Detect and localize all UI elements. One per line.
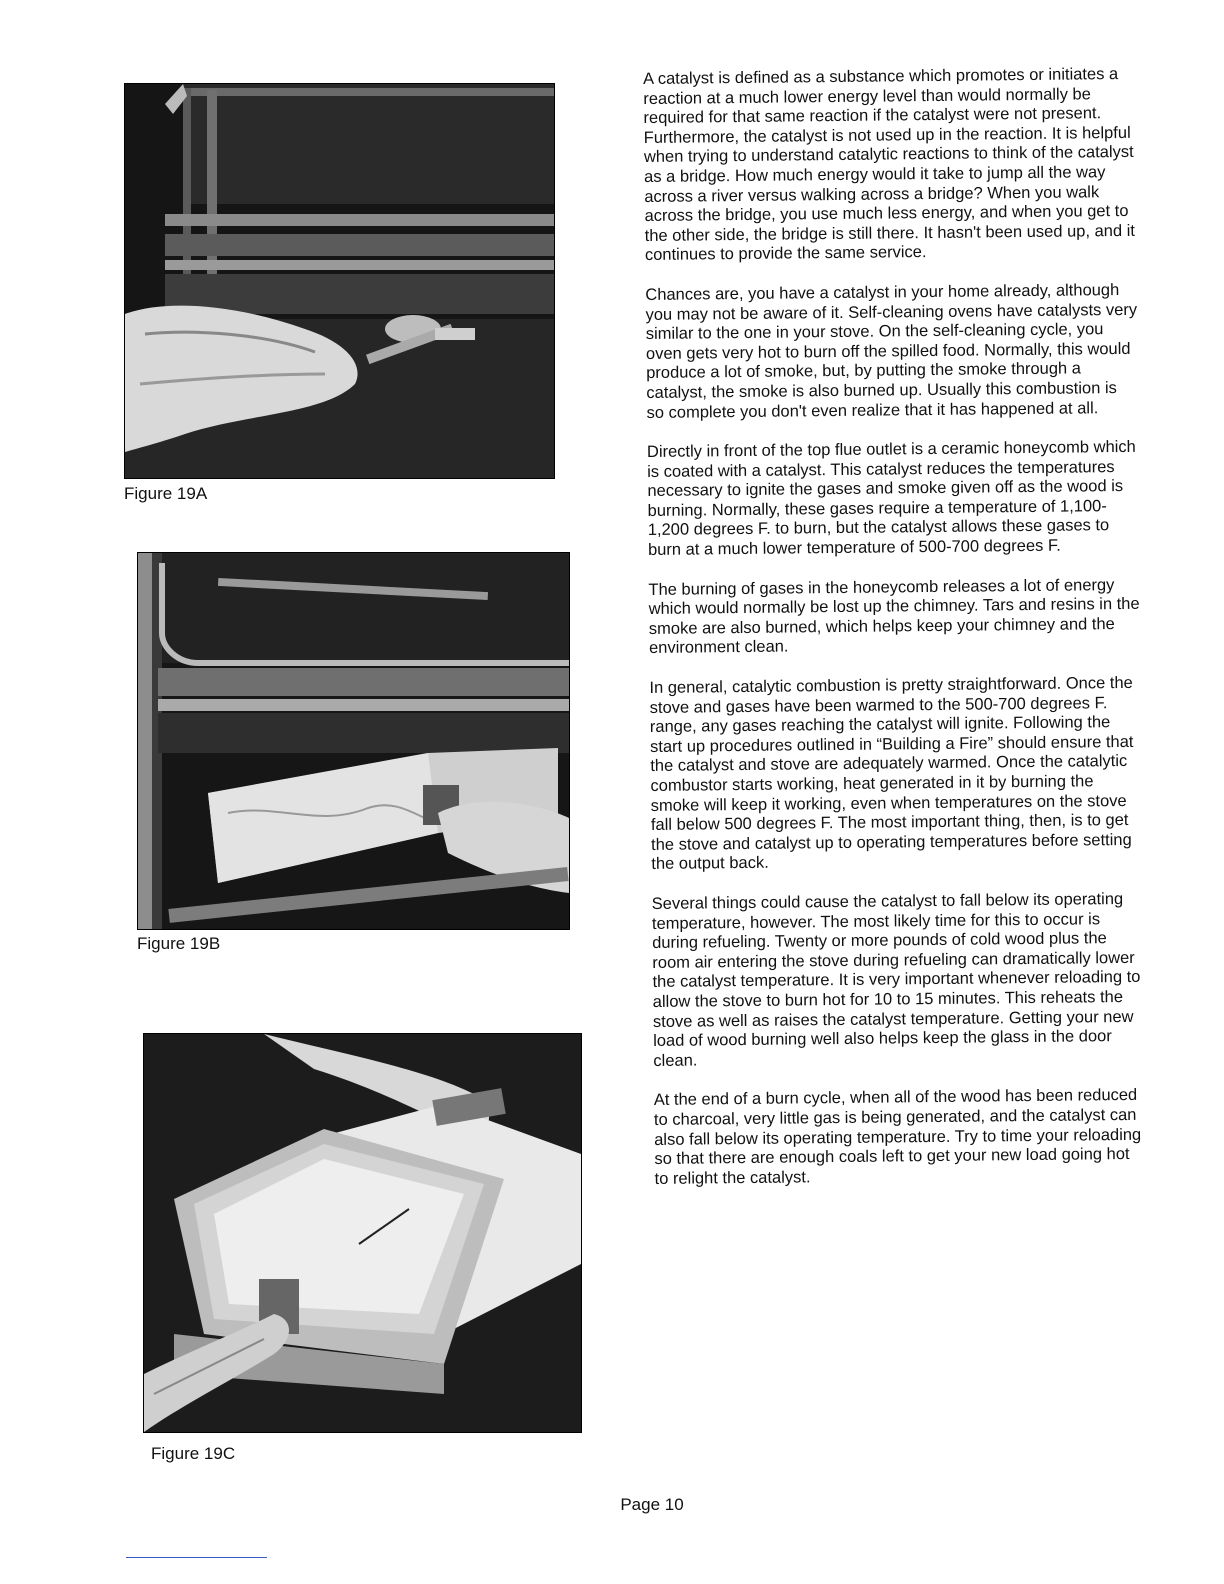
paragraph-end-of-burn-cycle: At the end of a burn cycle, when all of the wood has been reduced to charcoal, very little gas is being generated, and the catalyst can also fall below its operating temperature. Try to time your reloading so that there are enough coals left to get your new load going hot to relight the catalyst. [653,1086,1142,1188]
paragraph-self-cleaning-ovens: Chances are, you have a catalyst in your home already, although you may not be aware of it. Self-cleaning ovens have catalysts very similar to the one in your stove. On the self-cleaning cycle, you oven gets very hot to burn off the spilled food. Normally, this would produce a lot of smoke, but, by putting the smoke through a catalyst, the smoke is also burned up. Usually this combustion is so complete you don't even realize that it has happened at all. [645,280,1138,422]
figure-19c-caption: Figure 19C [151,1444,236,1463]
body-text-column [643,65,1147,1209]
figure-19c-photo [143,1033,582,1433]
figure-19b-photo [137,552,570,930]
paragraph-catalyst-definition: A catalyst is defined as a substance which promotes or initiates a reaction at a much lower energy level than would normally be required for that same reaction if the catalyst were not present. Furthermore, the catalyst is not used up in the reaction. It is helpful when trying to understand catalytic reactions to think of the catalyst as a bridge. How much energy would it take to jump all the way across a river versus walking across a bridge? When you walk across the bridge, you use much less energy, and when you get to the other side, the bridge is still there. It hasn't been used up, and it continues to provide the same service. [643,65,1136,265]
footer-rule [126,1557,267,1558]
paragraph-burning-gases: The burning of gases in the honeycomb releases a lot of energy which would normally be lost up the chimney. Tars and resins in the smoke are also burned, which helps keep your chimney and the environment clean. [648,575,1140,658]
figure-19a-photo [124,83,555,479]
paragraph-ceramic-honeycomb: Directly in front of the top flue outlet is a ceramic honeycomb which is coated with a catalyst. This catalyst reduces the temperatures necessary to ignite the gases and smoke given off as the wood is burning. Normally, these gases require a temperature of 1,100-1,200 degrees F. to burn, but the catalyst allows these gases to burn at a much lower temperature of 500-700 degrees F. [646,437,1136,560]
page-number: Page 10 [620,1495,684,1514]
paragraph-refueling: Several things could cause the catalyst to fall below its operating temperature, however. The most likely time for this to occur is during refueling. Twenty or more pounds of cold wood plus the room air entering the stove during refueling can dramatically lower the catalyst temperature. It is very important whenever reloading to allow the stove to burn hot for 10 to 15 minutes. This reheats the stove as well as raises the catalyst temperature. Getting your new load of wood burning well also helps keep the glass in the door clean. [651,889,1141,1070]
paragraph-catalytic-combustion: In general, catalytic combustion is pretty straightforward. Once the stove and gases have been warmed to the 500-700 degrees F. range, any gases reaching the catalyst will ignite. Following the start up procedures outlined in “Building a Fire” should ensure that the catalyst and stove are adequately warmed. Once the catalytic combustor starts working, heat generated in it by burning the smoke will keep it working, even when temperatures on the stove fall below 500 degrees F. The most important thing, then, is to get the stove and catalyst up to operating temperatures before setting the output back. [649,673,1134,874]
figure-19a-caption: Figure 19A [124,484,208,503]
figure-19b-caption: Figure 19B [137,934,221,953]
